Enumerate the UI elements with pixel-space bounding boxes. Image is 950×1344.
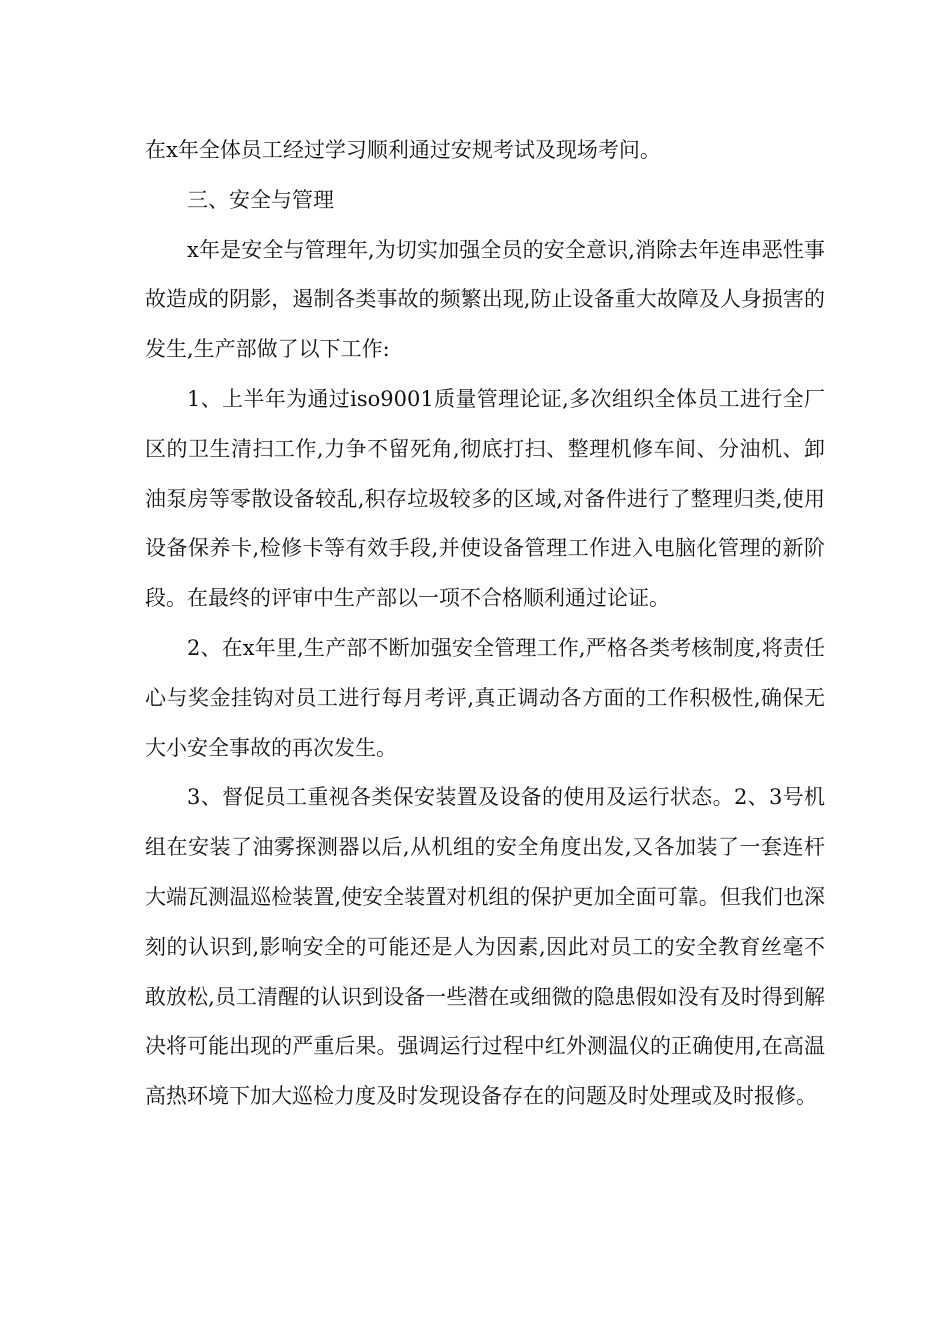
paragraph-item-3: 3、督促员工重视各类保安装置及设备的使用及运行状态。2、3号机组在安装了油雾探测器以后,从机组的安全角度出发,又各加装了一套连杆大端瓦测温巡检装置,使安全装置对机组的保护更加全面可靠。但我们也深刻的认识到,影响安全的可能还是人为因素,因此对员工的安全教育丝毫不敢放松,员工清醒的认识到设备一些潜在或细微的隐患假如没有及时得到解决将可能出现的严重后果。强调运行过程中红外测温仪的正确使用,在高温高热环境下加大巡检力度及时发现设备存在的问题及时处理或及时报修。 bbox=[145, 785, 825, 1109]
paragraph-item-1: 1、上半年为通过iso9001质量管理论证,多次组织全体员工进行全厂区的卫生清扫工作,力争不留死角,彻底打扫、整理机修车间、分油机、卸油泵房等零散设备较乱,积存垃圾较多的区域,对备件进行了整理归类,使用设备保养卡,检修卡等有效手段,并使设备管理工作进入电脑化管理的新阶段。在最终的评审中生产部以一项不合格顺利通过论证。 bbox=[145, 386, 825, 611]
paragraph-intro: x年是安全与管理年,为切实加强全员的安全意识,消除去年连串恶性事故造成的阴影，遏制各类事故的频繁出现,防止设备重大故障及人身损害的发生,生产部做了以下工作: bbox=[145, 237, 825, 362]
paragraph-item-2: 2、在x年里,生产部不断加强安全管理工作,严格各类考核制度,将责任心与奖金挂钩对员工进行每月考评,真正调动各方面的工作积极性,确保无大小安全事故的再次发生。 bbox=[145, 635, 825, 760]
document-body bbox=[145, 126, 825, 1122]
section-heading: 三、安全与管理 bbox=[187, 187, 334, 212]
paragraph-continuation: 在x年全体员工经过学习顺利通过安规考试及现场考问。 bbox=[145, 138, 661, 162]
